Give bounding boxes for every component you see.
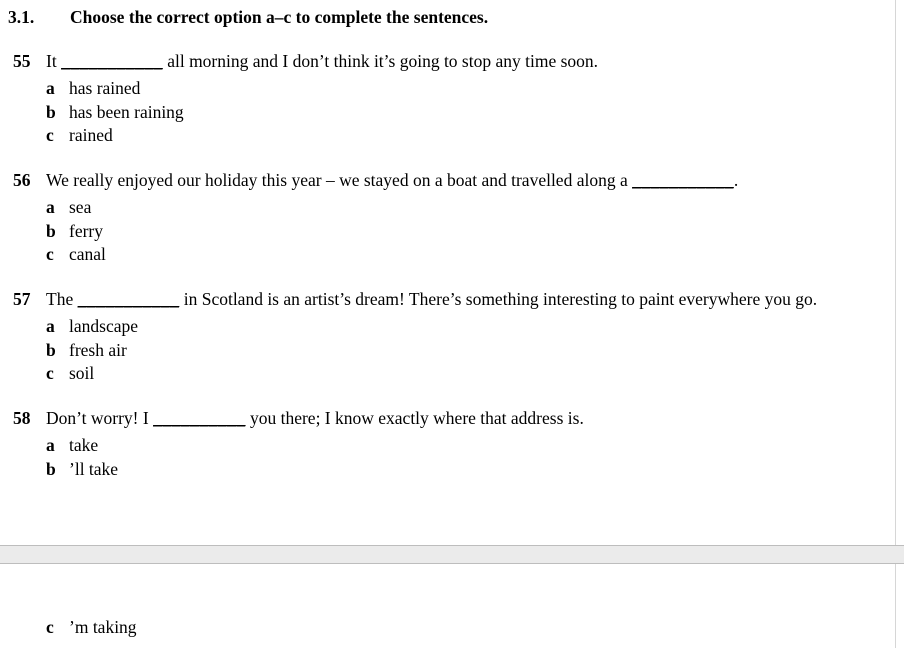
section-title: Choose the correct option a–c to complete the sentences. bbox=[70, 7, 489, 27]
question-number: 57 bbox=[13, 289, 31, 310]
options-list bbox=[46, 77, 881, 147]
question-body bbox=[46, 407, 881, 481]
option-b[interactable] bbox=[46, 339, 881, 362]
stem-after: all morning and I don’t think it’s going to stop any time soon. bbox=[162, 51, 599, 71]
option-text: landscape bbox=[69, 316, 138, 337]
option-letter: a bbox=[46, 78, 55, 99]
stem-before: The bbox=[46, 289, 78, 310]
option-letter: c bbox=[46, 124, 54, 145]
option-letter: c bbox=[46, 243, 54, 264]
option-b[interactable] bbox=[46, 220, 881, 243]
option-text: ferry bbox=[69, 220, 104, 241]
option-text: rained bbox=[69, 124, 113, 145]
option-letter: a bbox=[46, 435, 55, 456]
question-stem bbox=[46, 407, 881, 430]
option-text: canal bbox=[69, 243, 106, 264]
option-letter: a bbox=[46, 197, 55, 218]
question-58 bbox=[8, 407, 881, 481]
question-number: 58 bbox=[13, 408, 31, 429]
option-text: soil bbox=[69, 362, 95, 383]
question-stem bbox=[46, 169, 881, 192]
option-a[interactable] bbox=[46, 77, 881, 100]
option-c[interactable] bbox=[46, 616, 881, 639]
option-text: take bbox=[69, 435, 99, 456]
question-body bbox=[46, 50, 881, 147]
stem-before: Don’t worry! I bbox=[46, 408, 154, 429]
question-body bbox=[46, 288, 881, 385]
option-a[interactable] bbox=[46, 196, 881, 219]
answer-blank[interactable]: ___________ bbox=[632, 170, 734, 191]
question-56 bbox=[8, 169, 881, 266]
question-number: 56 bbox=[13, 170, 31, 191]
option-c[interactable] bbox=[46, 124, 881, 147]
option-text: has been raining bbox=[69, 101, 184, 122]
stem-before: It bbox=[46, 51, 62, 71]
option-text: ’m taking bbox=[69, 617, 137, 637]
question-number: 55 bbox=[13, 51, 31, 71]
question-body bbox=[46, 612, 881, 639]
option-letter: c bbox=[46, 617, 54, 637]
option-a[interactable] bbox=[46, 315, 881, 338]
option-letter: b bbox=[46, 220, 56, 241]
question-stem bbox=[46, 50, 881, 73]
stem-after: . bbox=[733, 170, 739, 191]
question-number-placeholder bbox=[8, 612, 46, 639]
option-letter: a bbox=[46, 316, 55, 337]
option-b[interactable] bbox=[46, 458, 881, 481]
options-list bbox=[46, 434, 881, 481]
page-2-content bbox=[0, 612, 895, 639]
page-separator bbox=[0, 545, 904, 564]
option-text: has rained bbox=[69, 78, 141, 99]
options-list bbox=[46, 196, 881, 266]
option-text: sea bbox=[69, 197, 92, 218]
option-letter: b bbox=[46, 101, 56, 122]
question-58-continued bbox=[8, 612, 881, 639]
options-list bbox=[46, 616, 881, 639]
stem-after: you there; I know exactly where that address is. bbox=[245, 408, 584, 429]
question-55 bbox=[8, 50, 881, 147]
answer-blank[interactable]: ___________ bbox=[61, 51, 163, 71]
option-c[interactable] bbox=[46, 362, 881, 385]
question-body bbox=[46, 169, 881, 266]
page-2 bbox=[0, 564, 896, 648]
options-list bbox=[46, 315, 881, 385]
option-b[interactable] bbox=[46, 101, 881, 124]
option-letter: b bbox=[46, 339, 56, 360]
option-c[interactable] bbox=[46, 243, 881, 266]
option-letter: c bbox=[46, 362, 54, 383]
stem-before: We really enjoyed our holiday this year – we stayed on a boat and travelled along a bbox=[46, 170, 633, 191]
option-text: ’ll take bbox=[69, 458, 119, 479]
answer-blank[interactable]: ___________ bbox=[77, 289, 180, 310]
section-number: 3.1. bbox=[8, 7, 35, 27]
answer-blank[interactable]: __________ bbox=[153, 408, 246, 429]
option-text: fresh air bbox=[69, 339, 127, 360]
option-a[interactable] bbox=[46, 434, 881, 457]
stem-after: in Scotland is an artist’s dream! There’s something interesting to paint everywhere you go. bbox=[179, 289, 818, 310]
section-heading bbox=[8, 7, 881, 28]
page-1-content bbox=[0, 7, 895, 481]
option-letter: b bbox=[46, 458, 56, 479]
question-57 bbox=[8, 288, 881, 385]
question-stem bbox=[46, 288, 881, 311]
